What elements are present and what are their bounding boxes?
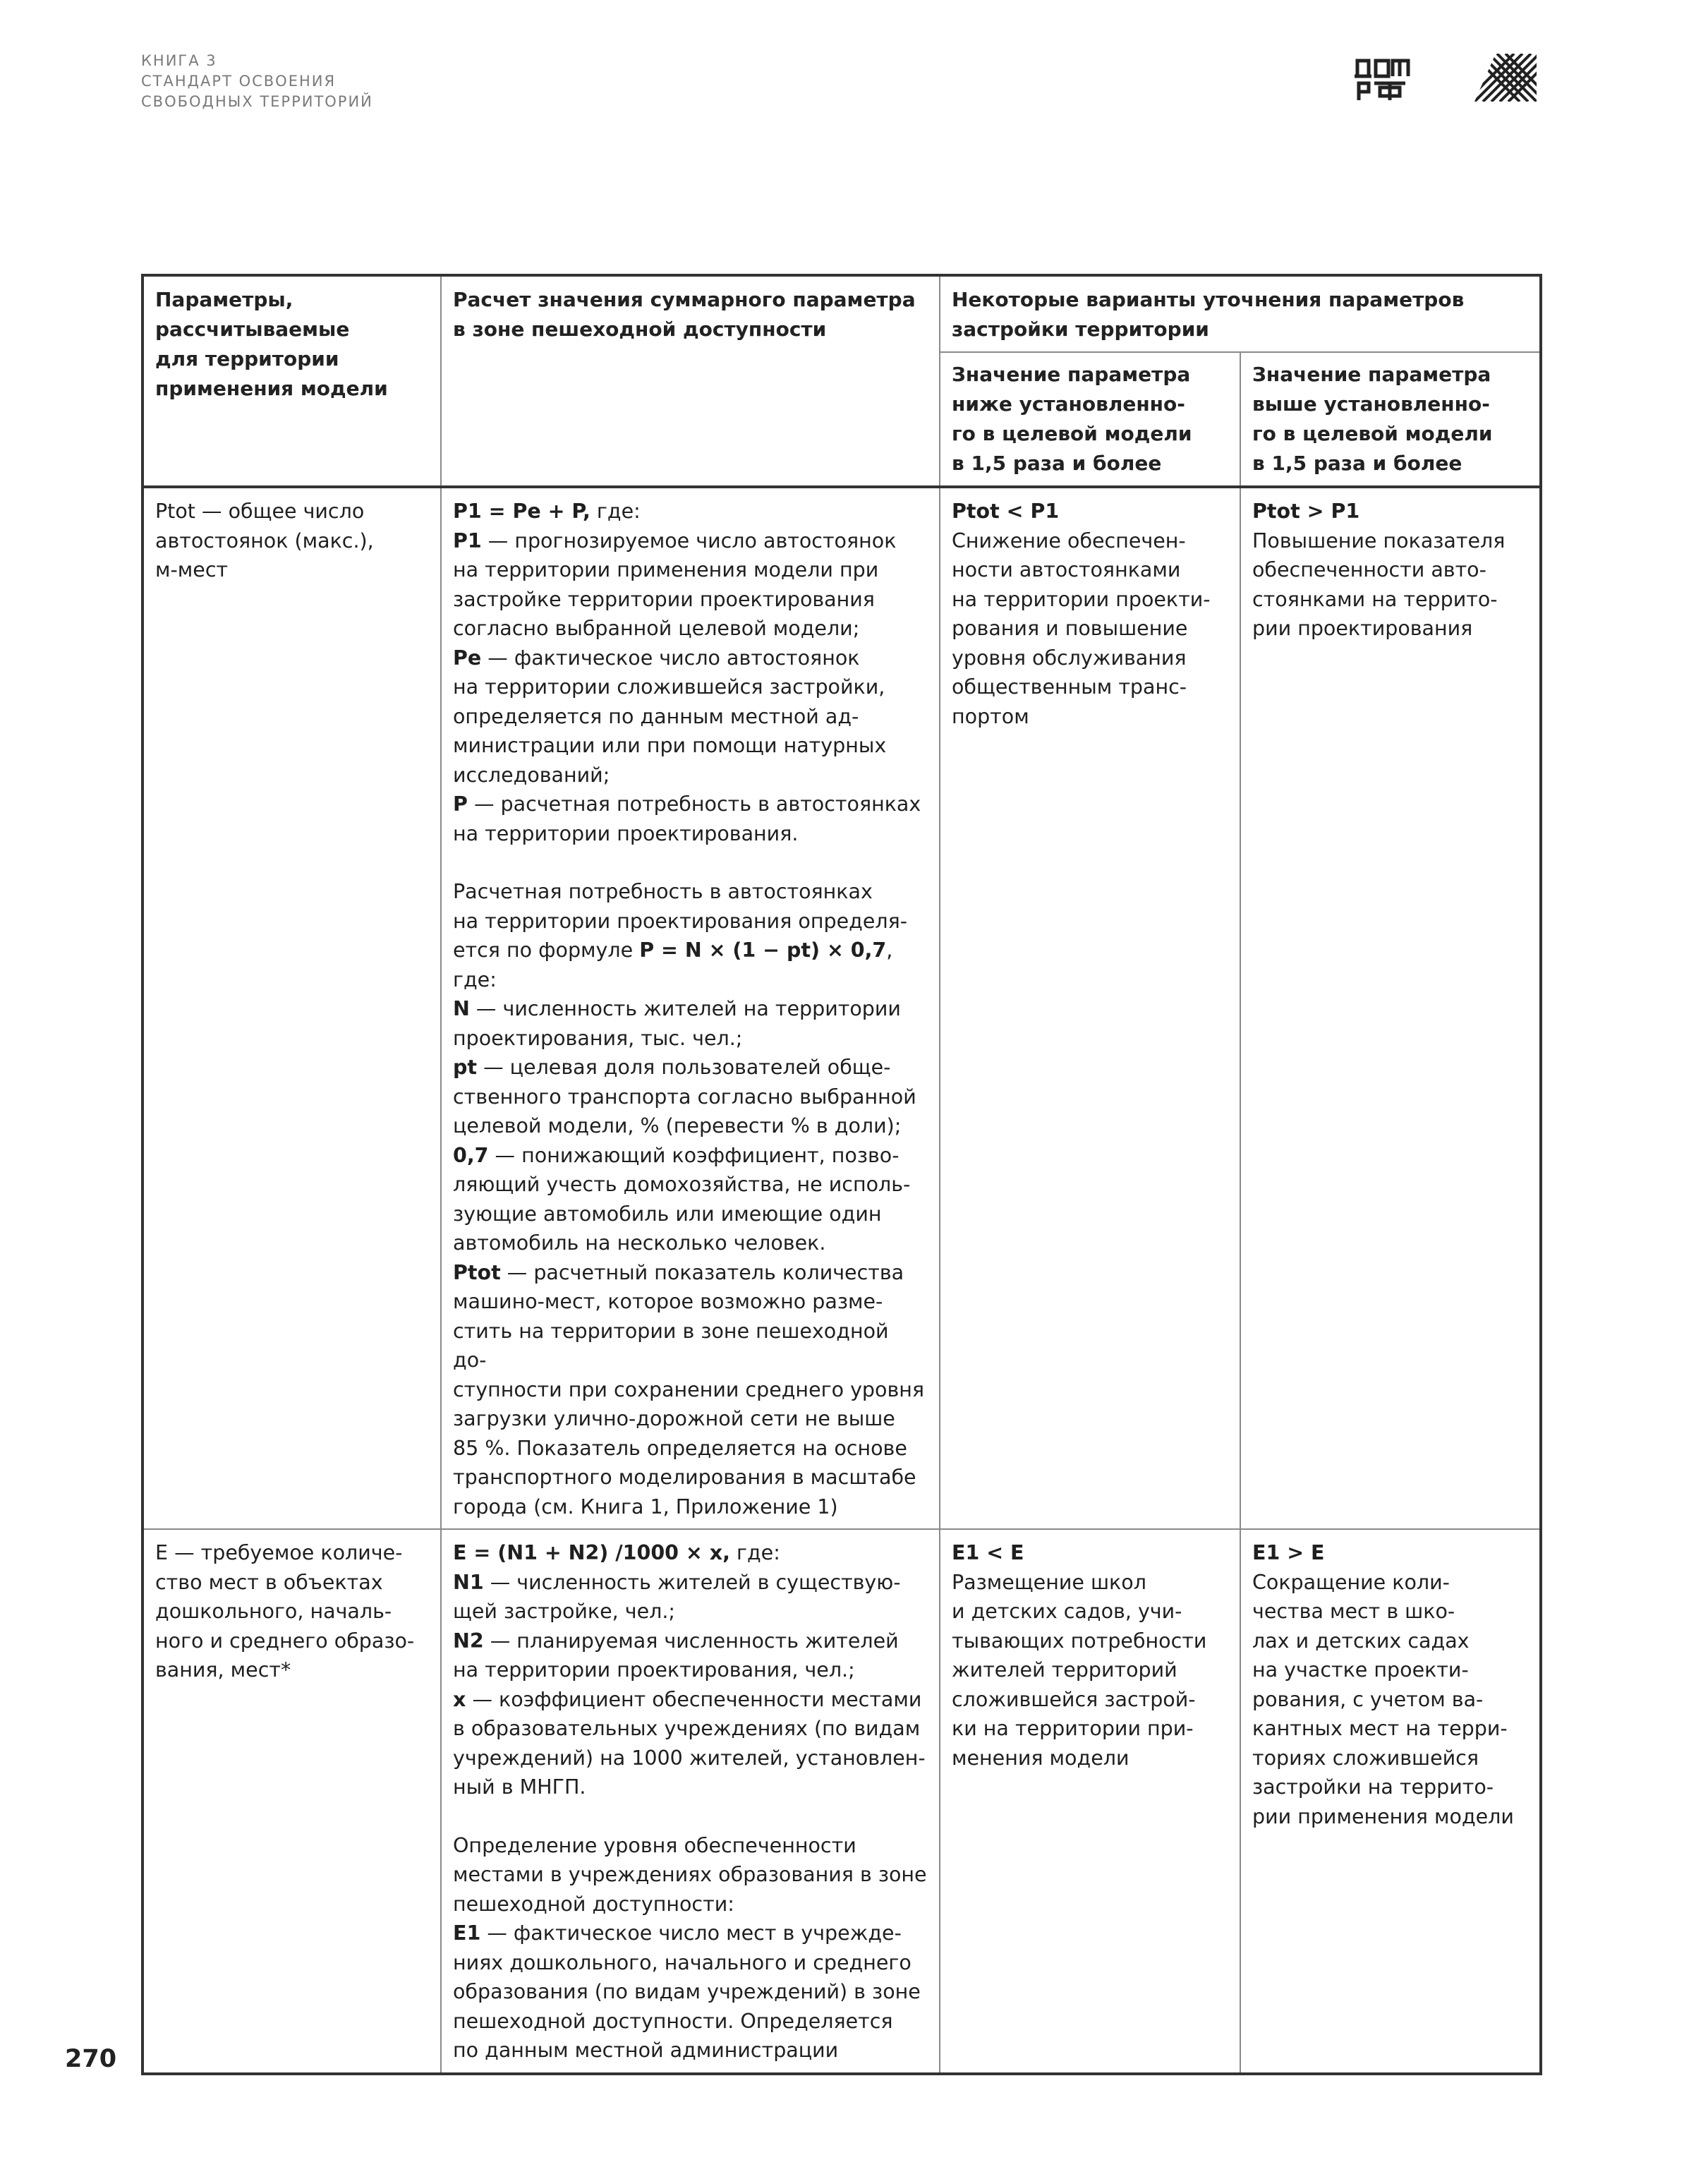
condition: Ptot > P1	[1252, 500, 1360, 523]
row-parameter-cell	[143, 1529, 441, 2074]
row-below-cell	[940, 1529, 1240, 2074]
term-definition: — численность жителей на территории проектирования, тыс. чел.;	[453, 997, 901, 1050]
term: N1	[453, 1570, 484, 1594]
page-number: 270	[65, 2045, 117, 2073]
table-row	[143, 487, 1541, 1529]
book-header	[141, 51, 373, 112]
term: Ptot	[453, 1260, 501, 1284]
book-header-line: КНИГА 3	[141, 52, 217, 69]
condition: E1 > E	[1252, 1541, 1325, 1564]
term-definition: — фактическое число автостоянок на территории сложившейся застройки, определяется по данным местной ад- министрации или при помощи натурных исследований;	[453, 646, 887, 787]
parameters-table	[141, 274, 1542, 2075]
header-calculation: Расчет значения суммарного параметра в зоне пешеходной доступности	[441, 275, 940, 487]
row-parameter-cell	[143, 487, 441, 1529]
term-definition: — численность жителей в существую- щей застройке, чел.;	[453, 1570, 901, 1623]
term-definition: — коэффициент обеспеченности местами в образовательных учреждениях (по видам учреждений) на 1000 жителей, установлен- ный в МНГП.	[453, 1687, 926, 1799]
row-below-cell	[940, 487, 1240, 1529]
formula-suffix: где:	[729, 1541, 780, 1564]
term: N	[453, 997, 470, 1020]
book-header-line: СВОБОДНЫХ ТЕРРИТОРИЙ	[141, 93, 373, 110]
term: P1	[453, 529, 482, 553]
row-above-cell	[1240, 1529, 1541, 2074]
header-below-target: Значение параметра ниже установленно- го в целевой модели в 1,5 раза и более	[940, 352, 1240, 487]
pattern-logo-icon	[1474, 54, 1537, 102]
paragraph-intro: Расчетная потребность в автостоянках на территории проектирования определя- ется по формуле	[453, 880, 907, 962]
term: pt	[453, 1056, 478, 1079]
header-above-target: Значение параметра выше установленно- го в целевой модели в 1,5 раза и более	[1240, 352, 1541, 487]
term-definition: — планируемая численность жителей на территории проектирования, чел.;	[453, 1629, 899, 1682]
term: N2	[453, 1629, 484, 1653]
header-parameters: Параметры, рассчитываемые для территории применения модели	[143, 275, 441, 487]
row-calculation-cell	[441, 487, 940, 1529]
condition-description: Снижение обеспечен- ности автостоянками на территории проекти- рования и повышение уровня обслуживания общественным транс- портом	[952, 529, 1211, 728]
formula-suffix: где:	[590, 500, 641, 523]
paragraph-intro: Определение уровня обеспеченности местами в учреждениях образования в зоне пешеходной доступности:	[453, 1833, 927, 1916]
formula: E = (N1 + N2) /1000 × x,	[453, 1541, 730, 1564]
term: E1	[453, 1921, 481, 1945]
row-parameter: Ptot — общее число автостоянок (макс.), м-мест	[155, 500, 374, 581]
term-definition: — прогнозируемое число автостоянок на территории применения модели при застройке территории проектирования согласно выбранной целевой модели;	[453, 529, 897, 640]
row-above-cell	[1240, 487, 1541, 1529]
term-definition: — фактическое число мест в учрежде- ниях дошкольного, начального и среднего образования (по видам учреждений) в зоне пешеходной доступности. Определяется по данным местной администрации	[453, 1921, 921, 2062]
condition: Ptot < P1	[952, 500, 1060, 523]
book-header-line: СТАНДАРТ ОСВОЕНИЯ	[141, 73, 337, 90]
formula: P1 = Pe + P,	[453, 500, 590, 523]
condition-description: Сокращение коли- чества мест в шко- лах и детских садах на участке проекти- рования, с учетом ва- кантных мест на терри- ториях сложившейся застройки на террито- рии применения модели	[1252, 1570, 1514, 1828]
term-definition: — целевая доля пользователей обще- ственного транспорта согласно выбранной целевой модели, % (перевести % в доли);	[453, 1056, 916, 1137]
condition: E1 < E	[952, 1541, 1024, 1564]
dom-rf-logo-icon	[1353, 55, 1412, 104]
term-definition: — понижающий коэффициент, позво- ляющий учесть домохозяйства, не исполь- зующие автомобиль или имеющие один автомобиль на несколько человек.	[453, 1143, 911, 1255]
condition-description: Повышение показателя обеспеченности авто- стоянками на террито- рии проектирования	[1252, 529, 1506, 640]
term-definition: — расчетная потребность в автостоянках на территории проектирования.	[453, 792, 921, 845]
formula-suffix: , где:	[453, 938, 893, 991]
term: 0,7	[453, 1143, 489, 1167]
term-definition: — расчетный показатель количества машино-мест, которое возможно разме- стить на территории в зоне пешеходной до- ступности при сохранении среднего уровня загрузки улично-дорожной сети не выше 85 %. Показатель определяется на основе транспортного моделирования в масштабе города (см. Книга 1, Приложение 1)	[453, 1260, 925, 1519]
table-row	[143, 1529, 1541, 2074]
term: Pe	[453, 646, 482, 670]
header-variants-group: Некоторые варианты уточнения параметров застройки территории	[940, 275, 1541, 352]
formula: P = N × (1 − pt) × 0,7	[639, 938, 887, 962]
condition-description: Размещение школ и детских садов, учи- тывающих потребности жителей территорий сложившейся застрой- ки на территории при- менения модели	[952, 1570, 1207, 1770]
term: P	[453, 792, 468, 816]
row-parameter: E — требуемое количе- ство мест в объектах дошкольного, началь- ного и среднего образо- вания, мест*	[155, 1541, 415, 1682]
row-calculation-cell	[441, 1529, 940, 2074]
term: x	[453, 1687, 466, 1711]
